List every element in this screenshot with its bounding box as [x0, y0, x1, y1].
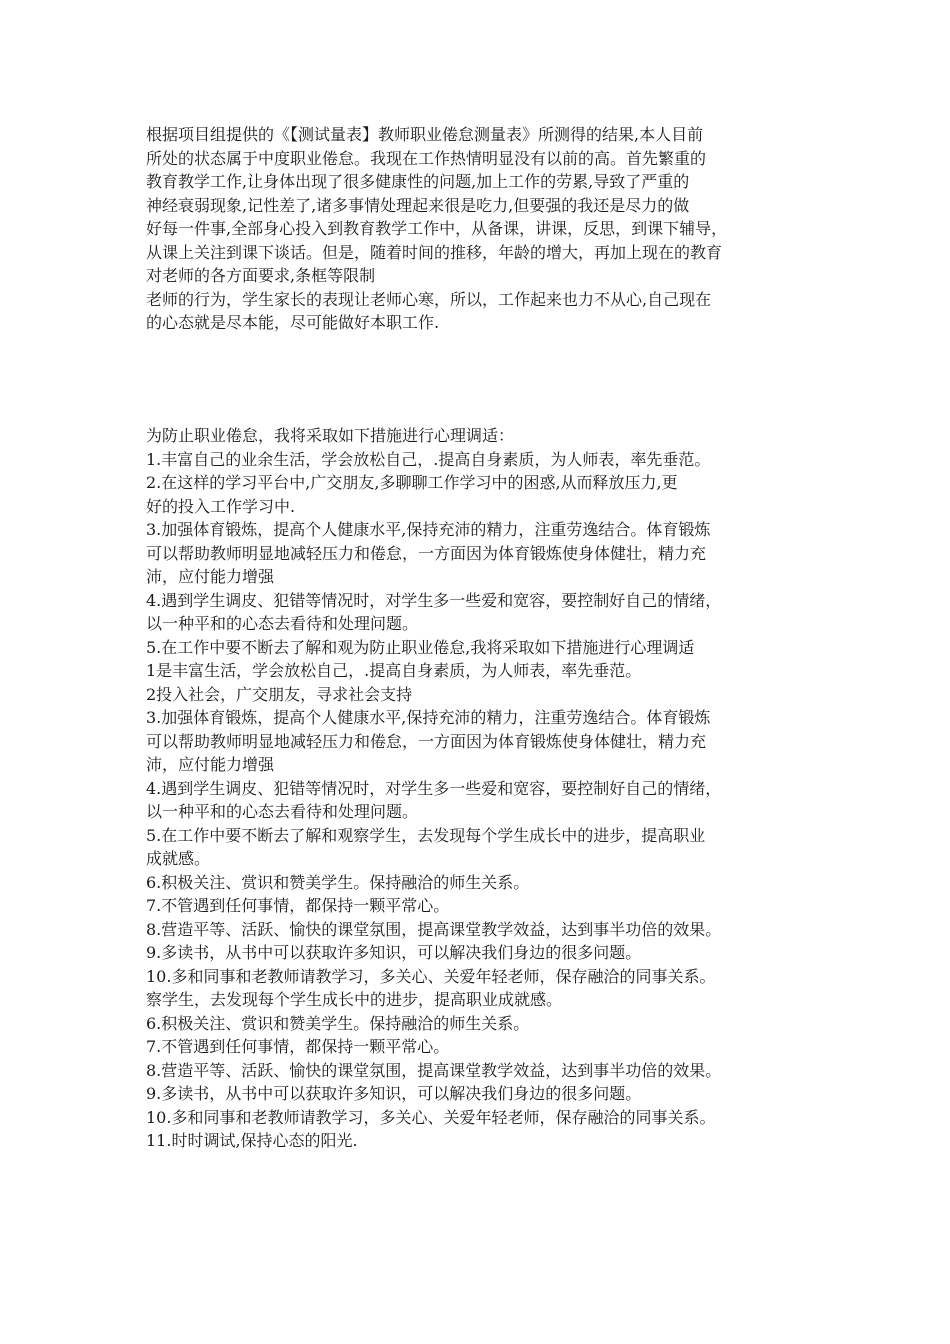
text-line: 3.加强体育锻炼，提高个人健康水平,保持充沛的精力，注重劳逸结合。体育锻炼	[146, 520, 711, 539]
text-line: 8.营造平等、活跃、愉快的课堂氛围，提高课堂教学效益，达到事半功倍的效果。	[146, 919, 722, 939]
text-line: 教育教学工作,让身体出现了很多健康性的问题,加上工作的劳累,导致了严重的	[146, 172, 690, 191]
text-line: 4.遇到学生调皮、犯错等情况时，对学生多一些爱和宽容，要控制好自己的情绪，	[146, 590, 722, 610]
text-line: 好每一件事,全部身心投入到教育教学工作中，从备课，讲课，反思，到课下辅导，	[146, 219, 728, 238]
text-line: 可以帮助教师明显地减轻压力和倦怠，一方面因为体育锻炼使身体健壮，精力充	[146, 731, 707, 751]
text-line: 7.不管遇到任何事情，都保持一颗平常心。	[146, 1037, 450, 1056]
text-line: 5.在工作中要不断去了解和观察学生，去发现每个学生成长中的进步，提高职业	[146, 825, 706, 845]
text-line: 从课上关注到课下谈话。但是，随着时间的推移，年龄的增大，再加上现在的教育	[146, 242, 723, 262]
text-line: 7.不管遇到任何事情，都保持一颗平常心。	[146, 896, 450, 915]
text-line: 8.营造平等、活跃、愉快的课堂氛围，提高课堂教学效益，达到事半功倍的效果。	[146, 1060, 722, 1080]
text-line: 6.积极关注、赏识和赞美学生。保持融洽的师生关系。	[146, 1013, 530, 1033]
text-line: 察学生，去发现每个学生成长中的进步，提高职业成就感。	[146, 990, 563, 1009]
text-line: 2.在这样的学习平台中,广交朋友,多聊聊工作学习中的困惑,从而释放压力,更	[146, 473, 678, 492]
text-line: 9.多读书，从书中可以获取许多知识，可以解决我们身边的很多问题。	[146, 1084, 642, 1103]
text-line: 对老师的各方面要求,条框等限制	[146, 266, 376, 285]
text-line: 沛，应付能力增强	[146, 567, 275, 586]
paragraph-measures-list	[146, 424, 814, 1153]
text-line: 为防止职业倦怠，我将采取如下措施进行心理调适：	[146, 426, 515, 445]
text-line: 1.丰富自己的业余生活，学会放松自己，.提高自身素质，为人师表，率先垂范。	[146, 449, 711, 469]
text-line: 3.加强体育锻炼，提高个人健康水平,保持充沛的精力，注重劳逸结合。体育锻炼	[146, 708, 711, 727]
text-line: 1是丰富生活，学会放松自己，.提高自身素质，为人师表，率先垂范。	[146, 661, 642, 680]
text-line: 根据项目组提供的《【测试量表】教师职业倦怠测量表》所测得的结果,本人目前	[146, 125, 704, 144]
text-line: 9.多读书，从书中可以获取许多知识，可以解决我们身边的很多问题。	[146, 943, 642, 962]
text-line: 以一种平和的心态去看待和处理问题。	[146, 614, 419, 633]
text-line: 6.积极关注、赏识和赞美学生。保持融洽的师生关系。	[146, 872, 530, 892]
text-line: 老师的行为，学生家长的表现让老师心寒，所以，工作起来也力不从心,自己现在	[146, 289, 712, 309]
text-line: 沛，应付能力增强	[146, 755, 275, 774]
text-line: 2投入社会，广交朋友，寻求社会支持	[146, 684, 413, 704]
text-line: 11.时时调试,保持心态的阳光.	[146, 1131, 358, 1150]
text-line: 所处的状态属于中度职业倦怠。我现在工作热情明显没有以前的高。首先繁重的	[146, 148, 707, 168]
text-line: 成就感。	[146, 849, 211, 868]
paragraph-self-assessment	[146, 123, 814, 335]
text-line: 5.在工作中要不断去了解和观为防止职业倦怠,我将采取如下措施进行心理调适	[146, 637, 695, 657]
text-line: 以一种平和的心态去看待和处理问题。	[146, 802, 419, 821]
text-line: 可以帮助教师明显地减轻压力和倦怠，一方面因为体育锻炼使身体健壮，精力充	[146, 543, 707, 563]
text-line: 10.多和同事和老教师请教学习，多关心、关爱年轻老师，保存融洽的同事关系。	[146, 966, 716, 986]
text-line: 神经衰弱现象,记性差了,诸多事情处理起来很是吃力,但要强的我还是尽力的做	[146, 195, 690, 215]
text-line: 的心态就是尽本能，尽可能做好本职工作.	[146, 313, 440, 332]
text-line: 好的投入工作学习中.	[146, 496, 296, 516]
text-line: 10.多和同事和老教师请教学习，多关心、关爱年轻老师，保存融洽的同事关系。	[146, 1107, 716, 1127]
text-line: 4.遇到学生调皮、犯错等情况时，对学生多一些爱和宽容，要控制好自己的情绪，	[146, 778, 722, 798]
